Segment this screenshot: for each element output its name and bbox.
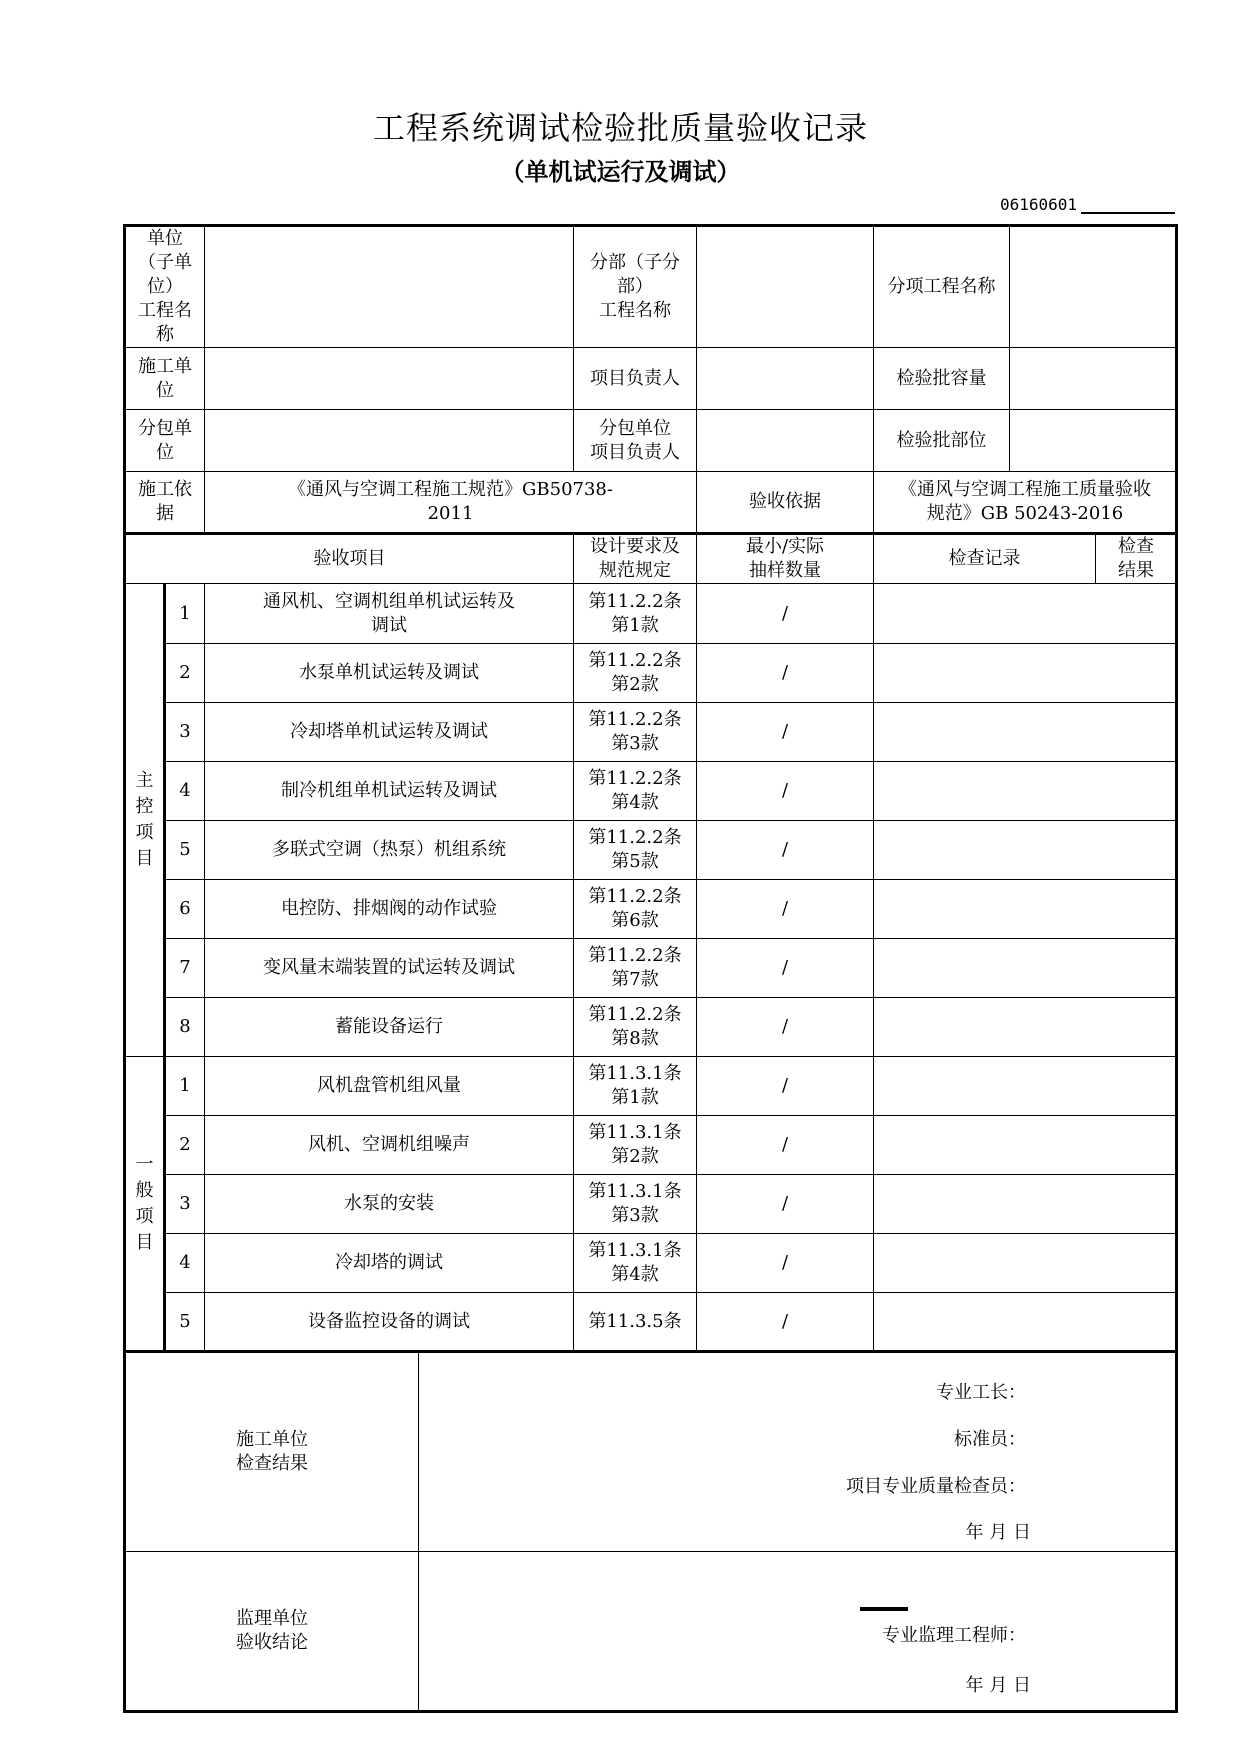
item-name: 水泵的安装 [205, 1175, 574, 1234]
document-title: 工程系统调试检验批质量验收记录 [372, 109, 868, 147]
supervision-conclusion-area[interactable] [419, 1552, 1177, 1712]
item-number: 5 [165, 1293, 205, 1352]
item-number: 5 [165, 821, 205, 880]
info-row-construction [125, 348, 1177, 410]
item-design: 第11.2.2条 第5款 [574, 821, 697, 880]
quality-inspector-signature-label: 项目专业质量检查员： [846, 1476, 1026, 1497]
item-sample[interactable]: / [697, 762, 874, 821]
item-design: 第11.3.1条 第1款 [574, 1057, 697, 1116]
subitem-name-label: 分项工程名称 [874, 226, 1010, 348]
supervision-engineer-signature-label: 专业监理工程师： [882, 1625, 1026, 1646]
item-number: 4 [165, 762, 205, 821]
info-row-project [125, 226, 1177, 348]
item-number: 3 [165, 1175, 205, 1234]
item-number: 1 [165, 584, 205, 644]
item-number: 2 [165, 644, 205, 703]
item-record[interactable] [874, 880, 1177, 939]
col-header-sample: 最小/实际 抽样数量 [697, 534, 874, 584]
construction-basis-value: 《通风与空调工程施工规范》GB50738- 2011 [205, 472, 697, 534]
subitem-name-value[interactable] [1010, 226, 1177, 348]
col-header-result: 检查 结果 [1096, 534, 1177, 584]
item-number: 7 [165, 939, 205, 998]
item-name: 变风量末端装置的试运转及调试 [205, 939, 574, 998]
table-row [125, 880, 1177, 939]
construction-basis-label: 施工依据 [125, 472, 205, 534]
supervision-date[interactable]: 年 月 日 [965, 1675, 1031, 1696]
supervision-row [125, 1552, 1177, 1712]
batch-location-value[interactable] [1010, 410, 1177, 472]
item-sample[interactable]: / [697, 584, 874, 644]
item-sample[interactable]: / [697, 880, 874, 939]
item-name: 水泵单机试运转及调试 [205, 644, 574, 703]
table-row [125, 703, 1177, 762]
foreman-signature-label: 专业工长： [936, 1382, 1026, 1403]
subcontractor-manager-value[interactable] [697, 410, 874, 472]
acceptance-record-table [123, 224, 1178, 1713]
item-name: 风机、空调机组噪声 [205, 1116, 574, 1175]
construction-unit-label: 施工单位 [125, 348, 205, 410]
construction-check-date[interactable]: 年 月 日 [965, 1522, 1031, 1543]
item-design: 第11.2.2条 第2款 [574, 644, 697, 703]
unit-name-label: 单位（子单位） 工程名称 [125, 226, 205, 348]
batch-capacity-value[interactable] [1010, 348, 1177, 410]
item-record[interactable] [874, 1234, 1177, 1293]
table-row [125, 1116, 1177, 1175]
construction-check-label: 施工单位 检查结果 [125, 1352, 419, 1552]
item-sample[interactable]: / [697, 644, 874, 703]
item-name: 冷却塔单机试运转及调试 [205, 703, 574, 762]
item-design: 第11.2.2条 第1款 [574, 584, 697, 644]
acceptance-basis-label: 验收依据 [697, 472, 874, 534]
table-row [125, 821, 1177, 880]
item-design: 第11.2.2条 第6款 [574, 880, 697, 939]
item-name: 通风机、空调机组单机试运转及 调试 [205, 584, 574, 644]
item-number: 4 [165, 1234, 205, 1293]
unit-name-value[interactable] [205, 226, 574, 348]
item-sample[interactable]: / [697, 1293, 874, 1352]
item-record[interactable] [874, 762, 1177, 821]
item-record[interactable] [874, 1175, 1177, 1234]
subcontractor-value[interactable] [205, 410, 574, 472]
project-manager-label: 项目负责人 [574, 348, 697, 410]
item-name: 制冷机组单机试运转及调试 [205, 762, 574, 821]
table-row [125, 1057, 1177, 1116]
project-manager-value[interactable] [697, 348, 874, 410]
item-record[interactable] [874, 939, 1177, 998]
item-name: 多联式空调（热泵）机组系统 [205, 821, 574, 880]
table-row [125, 644, 1177, 703]
table-row [125, 939, 1177, 998]
info-row-basis [125, 472, 1177, 534]
item-name: 电控防、排烟阀的动作试验 [205, 880, 574, 939]
table-row [125, 1234, 1177, 1293]
col-header-design: 设计要求及 规范规定 [574, 534, 697, 584]
table-row [125, 998, 1177, 1057]
item-record[interactable] [874, 1057, 1177, 1116]
info-row-subcontractor [125, 410, 1177, 472]
item-name: 冷却塔的调试 [205, 1234, 574, 1293]
construction-unit-value[interactable] [205, 348, 574, 410]
table-row [125, 762, 1177, 821]
item-number: 2 [165, 1116, 205, 1175]
item-sample[interactable]: / [697, 998, 874, 1057]
item-sample[interactable]: / [697, 1175, 874, 1234]
table-row [125, 1175, 1177, 1234]
column-header-row [125, 534, 1177, 584]
main-control-group-label: 主 控 项 目 [125, 584, 165, 1057]
form-code-underline [1081, 212, 1175, 214]
supervision-label: 监理单位 验收结论 [125, 1552, 419, 1712]
item-design: 第11.2.2条 第4款 [574, 762, 697, 821]
table-row [125, 1293, 1177, 1352]
table-row [125, 584, 1177, 644]
standard-signature-label: 标准员： [954, 1429, 1026, 1450]
item-sample[interactable]: / [697, 1116, 874, 1175]
item-sample[interactable]: / [697, 1234, 874, 1293]
item-sample[interactable]: / [697, 939, 874, 998]
item-design: 第11.3.1条 第4款 [574, 1234, 697, 1293]
item-sample[interactable]: / [697, 1057, 874, 1116]
item-name: 蓄能设备运行 [205, 998, 574, 1057]
item-record[interactable] [874, 644, 1177, 703]
item-record[interactable] [874, 821, 1177, 880]
subdivision-name-value[interactable] [697, 226, 874, 348]
acceptance-basis-value: 《通风与空调工程施工质量验收 规范》GB 50243-2016 [874, 472, 1177, 534]
batch-location-label: 检验批部位 [874, 410, 1010, 472]
item-design: 第11.3.1条 第3款 [574, 1175, 697, 1234]
item-number: 1 [165, 1057, 205, 1116]
item-number: 8 [165, 998, 205, 1057]
item-number: 6 [165, 880, 205, 939]
form-code: 06160601 [1000, 195, 1078, 214]
item-record[interactable] [874, 703, 1177, 762]
item-design: 第11.2.2条 第7款 [574, 939, 697, 998]
item-name: 设备监控设备的调试 [205, 1293, 574, 1352]
item-design: 第11.3.5条 [574, 1293, 697, 1352]
col-header-record: 检查记录 [874, 534, 1096, 584]
general-group-label: 一 般 项 目 [125, 1057, 165, 1352]
item-design: 第11.2.2条 第8款 [574, 998, 697, 1057]
col-header-item: 验收项目 [125, 534, 574, 584]
document-subtitle: （单机试运行及调试） [500, 157, 741, 186]
item-record[interactable] [874, 998, 1177, 1057]
signature-mark [860, 1607, 908, 1611]
subcontractor-label: 分包单位 [125, 410, 205, 472]
item-number: 3 [165, 703, 205, 762]
construction-check-area[interactable] [419, 1352, 1177, 1552]
subcontractor-manager-label: 分包单位 项目负责人 [574, 410, 697, 472]
item-record[interactable] [874, 1293, 1177, 1352]
item-record[interactable] [874, 584, 1177, 644]
construction-check-row [125, 1352, 1177, 1552]
item-record[interactable] [874, 1116, 1177, 1175]
item-design: 第11.3.1条 第2款 [574, 1116, 697, 1175]
item-sample[interactable]: / [697, 821, 874, 880]
batch-capacity-label: 检验批容量 [874, 348, 1010, 410]
subdivision-name-label: 分部（子分部） 工程名称 [574, 226, 697, 348]
item-sample[interactable]: / [697, 703, 874, 762]
item-design: 第11.2.2条 第3款 [574, 703, 697, 762]
item-name: 风机盘管机组风量 [205, 1057, 574, 1116]
